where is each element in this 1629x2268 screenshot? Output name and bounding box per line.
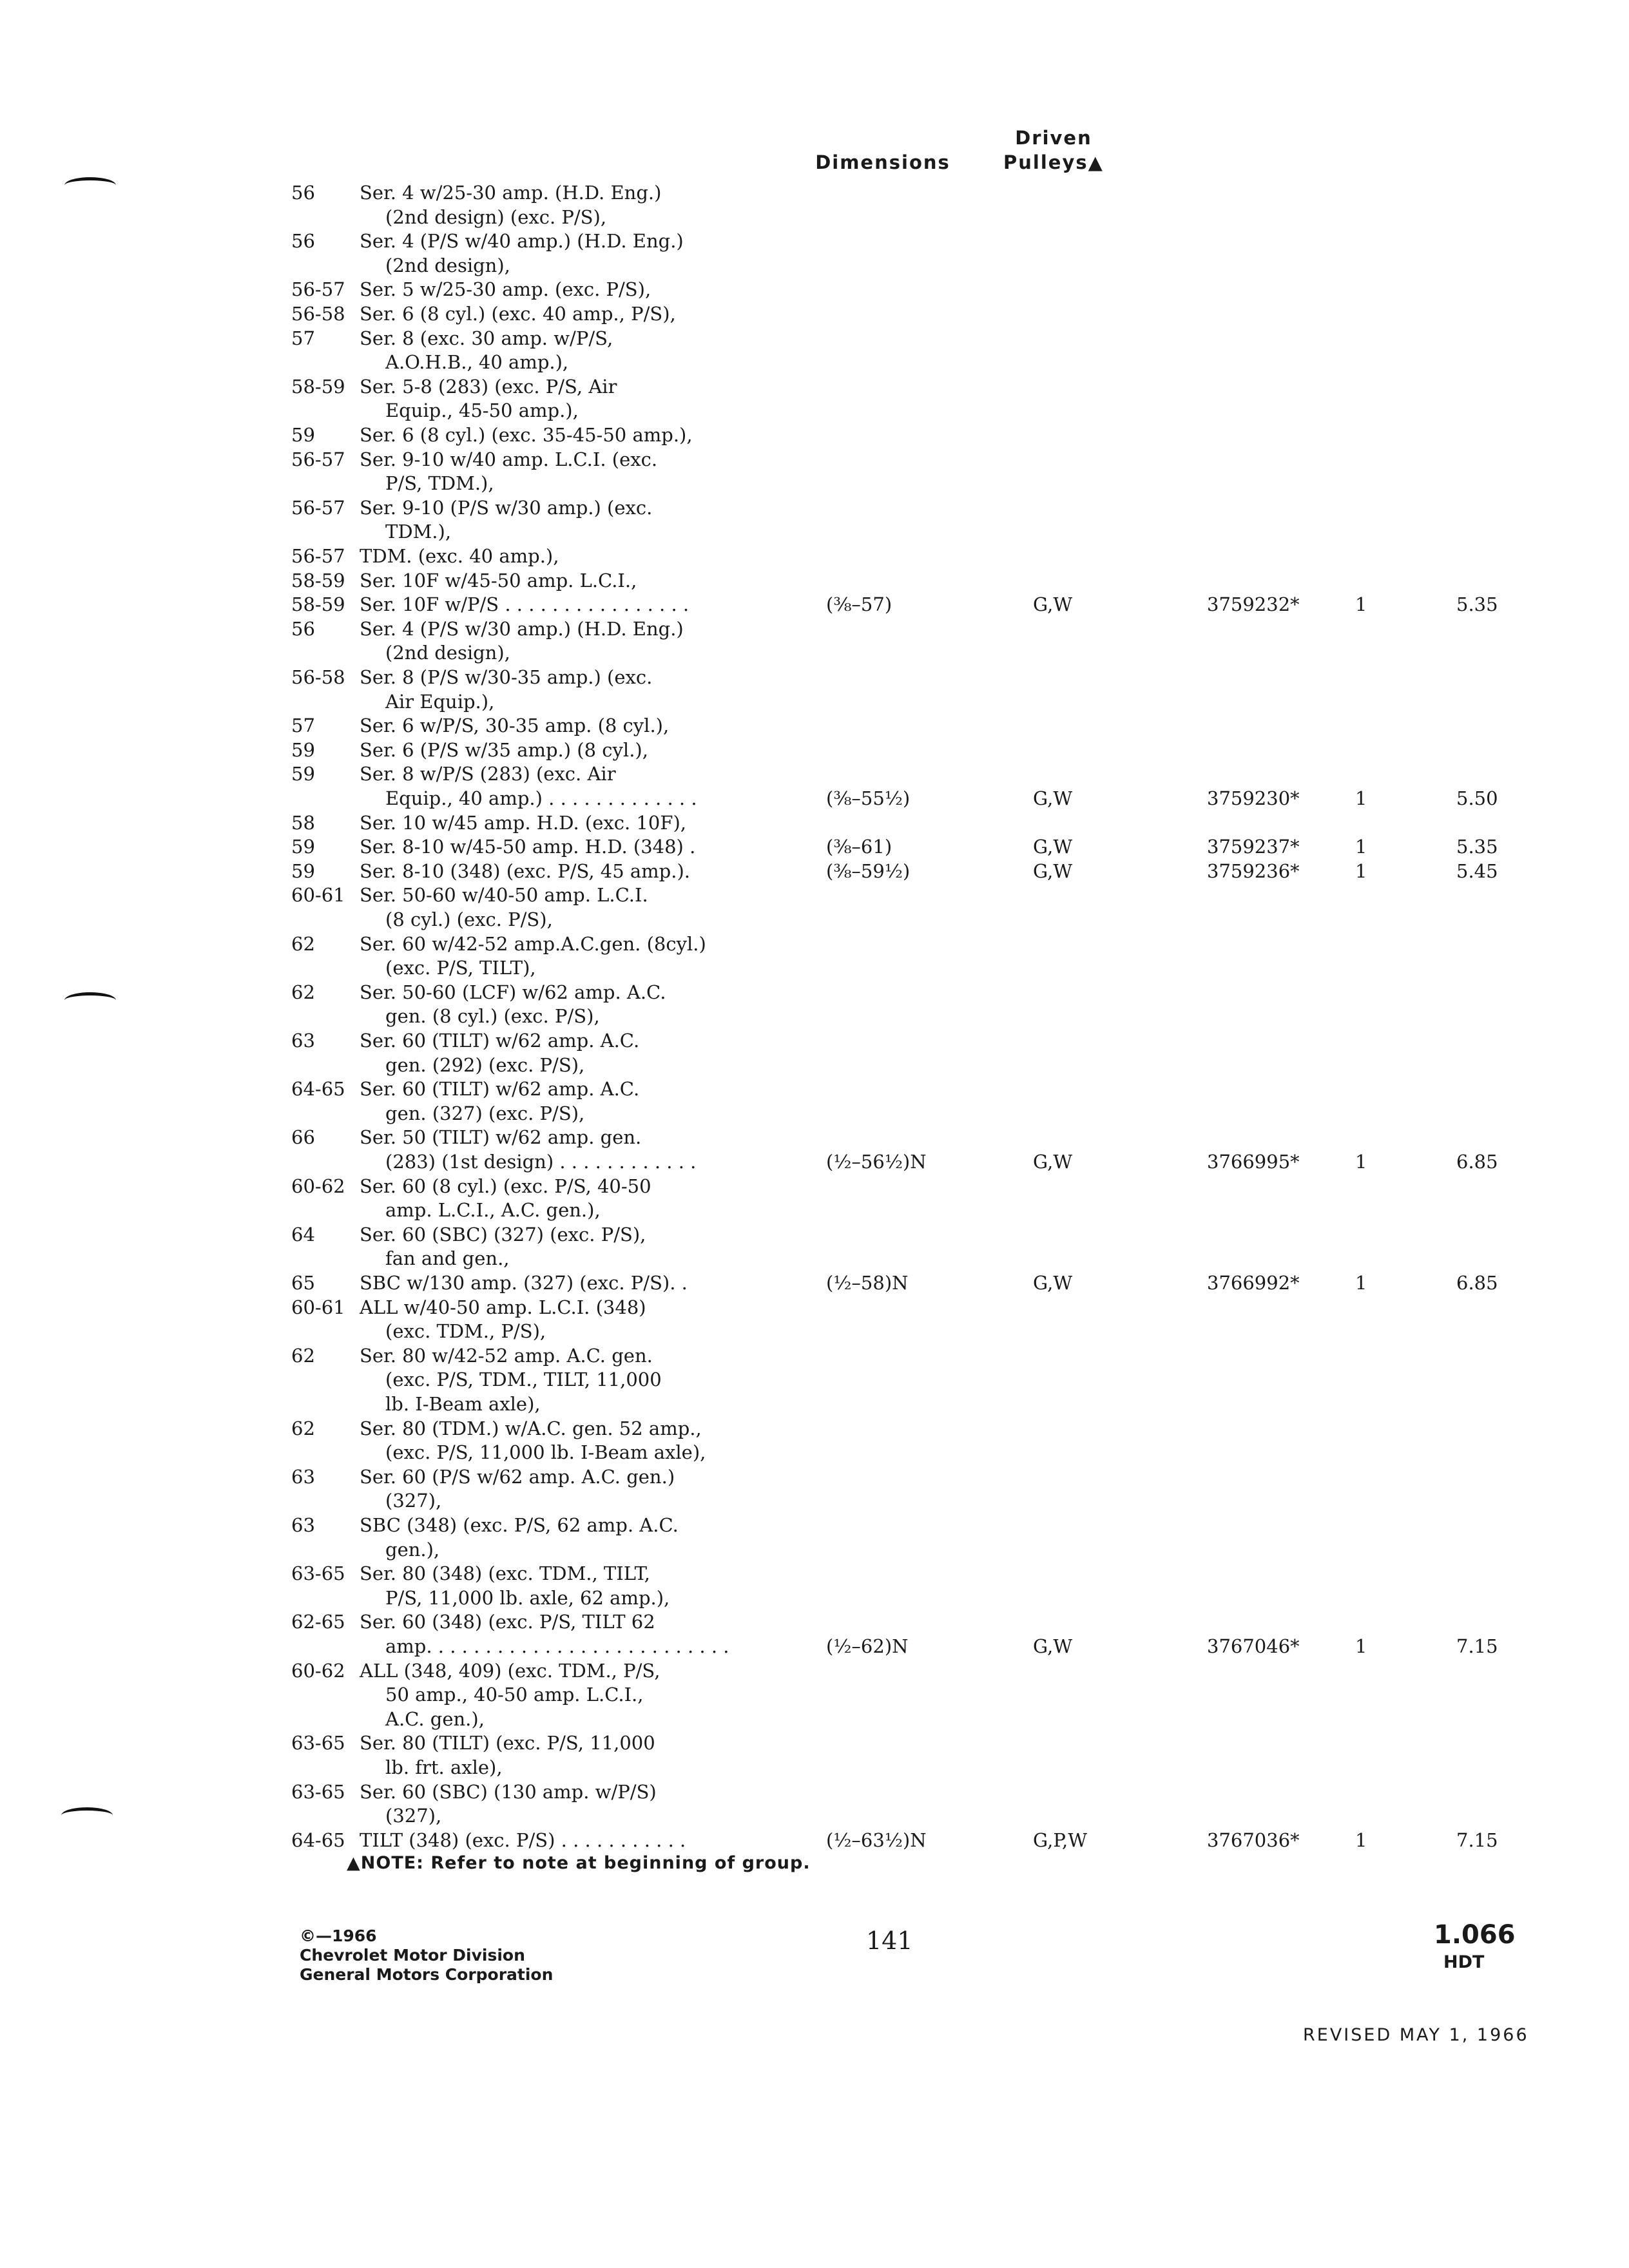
row-year: 64-65 — [291, 1829, 345, 1851]
table-row — [0, 834, 1629, 859]
table-row — [0, 326, 1629, 351]
table-row — [0, 1004, 1629, 1028]
row-description: gen. (8 cyl.) (exc. P/S), — [385, 1005, 600, 1027]
row-description: (exc. P/S, TDM., TILT, 11,000 — [385, 1369, 662, 1390]
table-row — [0, 1367, 1629, 1392]
row-description: gen.), — [385, 1539, 440, 1561]
row-year: 62 — [291, 933, 315, 955]
table-row — [0, 350, 1629, 374]
row-dimensions: (½–63½)N — [826, 1829, 927, 1851]
table-row — [0, 229, 1629, 253]
row-year: 59 — [291, 836, 315, 858]
table-row — [0, 1125, 1629, 1149]
row-description: Ser. 6 (8 cyl.) (exc. 35-45-50 amp.), — [360, 424, 693, 446]
row-year: 62 — [291, 1418, 315, 1439]
table-row — [0, 1271, 1629, 1295]
row-description: Ser. 4 (P/S w/40 amp.) (H.D. Eng.) — [360, 230, 684, 252]
row-description: (exc. P/S, TILT), — [385, 957, 536, 979]
table-row — [0, 907, 1629, 932]
row-description: P/S, 11,000 lb. axle, 62 amp.), — [385, 1587, 670, 1609]
row-description: Ser. 60 (SBC) (130 amp. w/P/S) — [360, 1781, 657, 1803]
revised-date: REVISED MAY 1, 1966 — [1303, 2025, 1529, 2045]
table-row — [0, 544, 1629, 568]
table-row — [0, 495, 1629, 520]
row-description: amp. . . . . . . . . . . . . . . . . . . . . . . . . . — [385, 1635, 729, 1657]
row-description: fan and gen., — [385, 1247, 510, 1269]
row-price: 5.35 — [1456, 836, 1498, 858]
row-description: Ser. 60 (TILT) w/62 amp. A.C. — [360, 1030, 640, 1052]
table-row — [0, 1755, 1629, 1780]
row-description: (8 cyl.) (exc. P/S), — [385, 908, 553, 930]
division-name: Chevrolet Motor Division — [300, 1946, 525, 1965]
table-row — [0, 617, 1629, 641]
table-row — [0, 471, 1629, 495]
row-quantity: 1 — [1355, 1635, 1367, 1657]
dimensions-header: Dimensions — [815, 151, 950, 173]
row-year: 63-65 — [291, 1562, 345, 1584]
row-description: Ser. 50-60 w/40-50 amp. L.C.I. — [360, 884, 648, 906]
row-description: Ser. 6 (P/S w/35 amp.) (8 cyl.), — [360, 739, 648, 761]
row-description: lb. frt. axle), — [385, 1756, 503, 1778]
driven-pulleys-header — [976, 126, 1131, 175]
table-row — [0, 980, 1629, 1004]
row-quantity: 1 — [1355, 593, 1367, 615]
row-year: 62-65 — [291, 1611, 345, 1633]
row-price: 5.50 — [1456, 787, 1498, 809]
row-year: 64-65 — [291, 1078, 345, 1100]
row-description: Ser. 60 w/42-52 amp.A.C.gen. (8cyl.) — [360, 933, 706, 955]
table-row — [0, 762, 1629, 786]
row-year: 60-61 — [291, 1296, 345, 1318]
table-row — [0, 786, 1629, 811]
table-row — [0, 1488, 1629, 1513]
row-year: 59 — [291, 860, 315, 882]
table-row — [0, 1513, 1629, 1537]
table-row — [0, 1586, 1629, 1610]
table-row — [0, 1028, 1629, 1053]
table-row — [0, 180, 1629, 205]
row-price: 6.85 — [1456, 1272, 1498, 1294]
row-quantity: 1 — [1355, 860, 1367, 882]
row-description: (327), — [385, 1805, 442, 1827]
row-description: Equip., 45-50 amp.), — [385, 399, 579, 421]
row-year: 58 — [291, 812, 315, 834]
driven-header-line2: Pulleys▲ — [1003, 151, 1104, 173]
row-year: 64 — [291, 1224, 315, 1245]
section-sub: HDT — [1443, 1952, 1485, 1972]
table-row — [0, 205, 1629, 229]
row-description: Equip., 40 amp.) . . . . . . . . . . . . . — [385, 787, 697, 809]
row-quantity: 1 — [1355, 1151, 1367, 1173]
copyright: ©—1966 — [300, 1927, 377, 1945]
row-year: 56-57 — [291, 448, 345, 470]
table-row — [0, 1828, 1629, 1852]
table-row — [0, 568, 1629, 593]
table-row — [0, 1392, 1629, 1416]
row-year: 56-57 — [291, 278, 345, 300]
page-number: 141 — [866, 1927, 913, 1955]
row-description: SBC (348) (exc. P/S, 62 amp. A.C. — [360, 1514, 679, 1536]
row-description: 50 amp., 40-50 amp. L.C.I., — [385, 1684, 644, 1706]
table-row — [0, 1731, 1629, 1755]
row-price: 7.15 — [1456, 1829, 1498, 1851]
row-price: 5.45 — [1456, 860, 1498, 882]
row-year: 62 — [291, 981, 315, 1003]
row-quantity: 1 — [1355, 836, 1367, 858]
row-description: Ser. 60 (348) (exc. P/S, TILT 62 — [360, 1611, 655, 1633]
table-row — [0, 1416, 1629, 1441]
row-year: 66 — [291, 1126, 315, 1148]
table-row — [0, 1101, 1629, 1126]
row-year: 63 — [291, 1030, 315, 1052]
row-dimensions: (⅜–59½) — [826, 860, 911, 882]
row-driven-pulleys: G,W — [1033, 1151, 1073, 1173]
row-quantity: 1 — [1355, 1272, 1367, 1294]
table-row — [0, 1658, 1629, 1683]
row-description: A.C. gen.), — [385, 1708, 485, 1730]
row-description: Ser. 4 (P/S w/30 amp.) (H.D. Eng.) — [360, 618, 684, 640]
row-year: 56-58 — [291, 303, 345, 325]
row-year: 56-57 — [291, 545, 345, 567]
row-year: 56-58 — [291, 666, 345, 688]
row-driven-pulleys: G,P,W — [1033, 1829, 1088, 1851]
table-row — [0, 689, 1629, 714]
row-quantity: 1 — [1355, 787, 1367, 809]
row-description: Ser. 8 (P/S w/30-35 amp.) (exc. — [360, 666, 653, 688]
table-row — [0, 1610, 1629, 1634]
row-description: Ser. 8 (exc. 30 amp. w/P/S, — [360, 327, 613, 349]
table-row — [0, 1440, 1629, 1465]
row-driven-pulleys: G,W — [1033, 787, 1073, 809]
row-description: Ser. 80 w/42-52 amp. A.C. gen. — [360, 1345, 653, 1367]
row-description: Ser. 6 w/P/S, 30-35 amp. (8 cyl.), — [360, 715, 670, 736]
table-row — [0, 1222, 1629, 1247]
table-row — [0, 738, 1629, 762]
row-description: Ser. 8 w/P/S (283) (exc. Air — [360, 763, 616, 785]
row-description: Air Equip.), — [385, 691, 495, 713]
row-year: 59 — [291, 763, 315, 785]
row-driven-pulleys: G,W — [1033, 1272, 1073, 1294]
footnote: ▲NOTE: Refer to note at beginning of group. — [347, 1853, 811, 1873]
table-row — [0, 883, 1629, 907]
table-row — [0, 1537, 1629, 1562]
row-description: TILT (348) (exc. P/S) . . . . . . . . . . . — [360, 1829, 686, 1851]
row-description: ALL (348, 409) (exc. TDM., P/S, — [360, 1660, 660, 1682]
row-year: 58-59 — [291, 376, 345, 398]
row-description: lb. I-Beam axle), — [385, 1393, 541, 1415]
row-description: Ser. 50 (TILT) w/62 amp. gen. — [360, 1126, 642, 1148]
row-description: (exc. P/S, 11,000 lb. I-Beam axle), — [385, 1441, 706, 1463]
row-year: 59 — [291, 424, 315, 446]
row-dimensions: (⅜–55½) — [826, 787, 911, 809]
row-year: 60-62 — [291, 1175, 345, 1197]
row-part-number: 3766995* — [1207, 1151, 1300, 1173]
corporation-name: General Motors Corporation — [300, 1965, 554, 1984]
row-description: Ser. 60 (P/S w/62 amp. A.C. gen.) — [360, 1466, 675, 1488]
row-description: (2nd design), — [385, 255, 510, 276]
table-row — [0, 859, 1629, 883]
table-row — [0, 519, 1629, 544]
row-description: Ser. 8-10 w/45-50 amp. H.D. (348) . — [360, 836, 696, 858]
table-row — [0, 1465, 1629, 1489]
row-description: (2nd design) (exc. P/S), — [385, 206, 607, 228]
table-row — [0, 1246, 1629, 1271]
table-row — [0, 1149, 1629, 1174]
table-row — [0, 1174, 1629, 1198]
row-description: Ser. 6 (8 cyl.) (exc. 40 amp., P/S), — [360, 303, 676, 325]
row-description: Ser. 80 (348) (exc. TDM., TILT, — [360, 1562, 650, 1584]
table-row — [0, 1343, 1629, 1368]
row-year: 58-59 — [291, 593, 345, 615]
row-description: Ser. 80 (TILT) (exc. P/S, 11,000 — [360, 1732, 655, 1754]
row-year: 56 — [291, 182, 315, 204]
row-dimensions: (½–58)N — [826, 1272, 909, 1294]
row-description: ALL w/40-50 amp. L.C.I. (348) — [360, 1296, 646, 1318]
table-row — [0, 665, 1629, 689]
table-row — [0, 253, 1629, 278]
row-quantity: 1 — [1355, 1829, 1367, 1851]
row-description: Ser. 60 (8 cyl.) (exc. P/S, 40-50 — [360, 1175, 651, 1197]
row-description: (2nd design), — [385, 642, 510, 664]
row-year: 63-65 — [291, 1732, 345, 1754]
row-description: Ser. 60 (SBC) (327) (exc. P/S), — [360, 1224, 646, 1245]
row-description: Ser. 4 w/25-30 amp. (H.D. Eng.) — [360, 182, 662, 204]
row-year: 63 — [291, 1514, 315, 1536]
row-driven-pulleys: G,W — [1033, 860, 1073, 882]
row-driven-pulleys: G,W — [1033, 836, 1073, 858]
row-description: Ser. 9-10 (P/S w/30 amp.) (exc. — [360, 497, 653, 519]
row-description: gen. (327) (exc. P/S), — [385, 1102, 585, 1124]
row-description: TDM. (exc. 40 amp.), — [360, 545, 559, 567]
row-description: A.O.H.B., 40 amp.), — [385, 351, 569, 373]
table-row — [0, 398, 1629, 423]
table-row — [0, 1803, 1629, 1828]
table-row — [0, 302, 1629, 326]
row-year: 56-57 — [291, 497, 345, 519]
table-row — [0, 1780, 1629, 1804]
table-row — [0, 1077, 1629, 1101]
row-description: Ser. 8-10 (348) (exc. P/S, 45 amp.). — [360, 860, 690, 882]
row-part-number: 3759230* — [1207, 787, 1300, 809]
row-description: (327), — [385, 1490, 442, 1512]
row-price: 6.85 — [1456, 1151, 1498, 1173]
row-dimensions: (⅜–61) — [826, 836, 892, 858]
row-part-number: 3759237* — [1207, 836, 1300, 858]
table-row — [0, 374, 1629, 399]
row-year: 56 — [291, 618, 315, 640]
row-description: P/S, TDM.), — [385, 472, 494, 494]
row-part-number: 3759236* — [1207, 860, 1300, 882]
row-price: 7.15 — [1456, 1635, 1498, 1657]
row-description: Ser. 50-60 (LCF) w/62 amp. A.C. — [360, 981, 666, 1003]
row-dimensions: (⅜–57) — [826, 593, 892, 615]
row-description: Ser. 5-8 (283) (exc. P/S, Air — [360, 376, 617, 398]
row-description: gen. (292) (exc. P/S), — [385, 1054, 585, 1076]
row-driven-pulleys: G,W — [1033, 1635, 1073, 1657]
table-row — [0, 592, 1629, 617]
row-description: Ser. 9-10 w/40 amp. L.C.I. (exc. — [360, 448, 658, 470]
row-dimensions: (½–56½)N — [826, 1151, 927, 1173]
row-dimensions: (½–62)N — [826, 1635, 909, 1657]
row-part-number: 3767036* — [1207, 1829, 1300, 1851]
table-row — [0, 932, 1629, 956]
table-row — [0, 1707, 1629, 1731]
row-description: TDM.), — [385, 521, 452, 543]
table-row — [0, 1682, 1629, 1707]
row-year: 63-65 — [291, 1781, 345, 1803]
table-row — [0, 447, 1629, 472]
row-description: (283) (1st design) . . . . . . . . . . . . — [385, 1151, 697, 1173]
table-row — [0, 713, 1629, 738]
row-part-number: 3766992* — [1207, 1272, 1300, 1294]
table-row — [0, 640, 1629, 665]
row-part-number: 3759232* — [1207, 593, 1300, 615]
row-price: 5.35 — [1456, 593, 1498, 615]
row-description: Ser. 10F w/45-50 amp. L.C.I., — [360, 570, 637, 591]
table-row — [0, 1319, 1629, 1343]
row-year: 63 — [291, 1466, 315, 1488]
row-year: 59 — [291, 739, 315, 761]
table-row — [0, 1053, 1629, 1077]
row-year: 60-61 — [291, 884, 345, 906]
row-driven-pulleys: G,W — [1033, 593, 1073, 615]
row-year: 58-59 — [291, 570, 345, 591]
table-row — [0, 1295, 1629, 1320]
table-row — [0, 1634, 1629, 1658]
row-description: Ser. 10 w/45 amp. H.D. (exc. 10F), — [360, 812, 686, 834]
row-year: 57 — [291, 327, 315, 349]
table-row — [0, 956, 1629, 980]
driven-header-line1: Driven — [1015, 127, 1092, 149]
row-description: Ser. 5 w/25-30 amp. (exc. P/S), — [360, 278, 651, 300]
row-year: 56 — [291, 230, 315, 252]
row-description: Ser. 10F w/P/S . . . . . . . . . . . . . . . . — [360, 593, 689, 615]
table-row — [0, 423, 1629, 447]
table-row — [0, 811, 1629, 835]
row-year: 60-62 — [291, 1660, 345, 1682]
section-code: 1.066 — [1434, 1920, 1516, 1950]
row-description: SBC w/130 amp. (327) (exc. P/S). . — [360, 1272, 688, 1294]
row-year: 62 — [291, 1345, 315, 1367]
row-description: amp. L.C.I., A.C. gen.), — [385, 1199, 601, 1221]
row-description: Ser. 80 (TDM.) w/A.C. gen. 52 amp., — [360, 1418, 702, 1439]
row-description: Ser. 60 (TILT) w/62 amp. A.C. — [360, 1078, 640, 1100]
row-year: 65 — [291, 1272, 315, 1294]
table-row — [0, 277, 1629, 302]
table-row — [0, 1198, 1629, 1222]
table-row — [0, 1561, 1629, 1586]
row-description: (exc. TDM., P/S), — [385, 1320, 546, 1342]
row-part-number: 3767046* — [1207, 1635, 1300, 1657]
row-year: 57 — [291, 715, 315, 736]
